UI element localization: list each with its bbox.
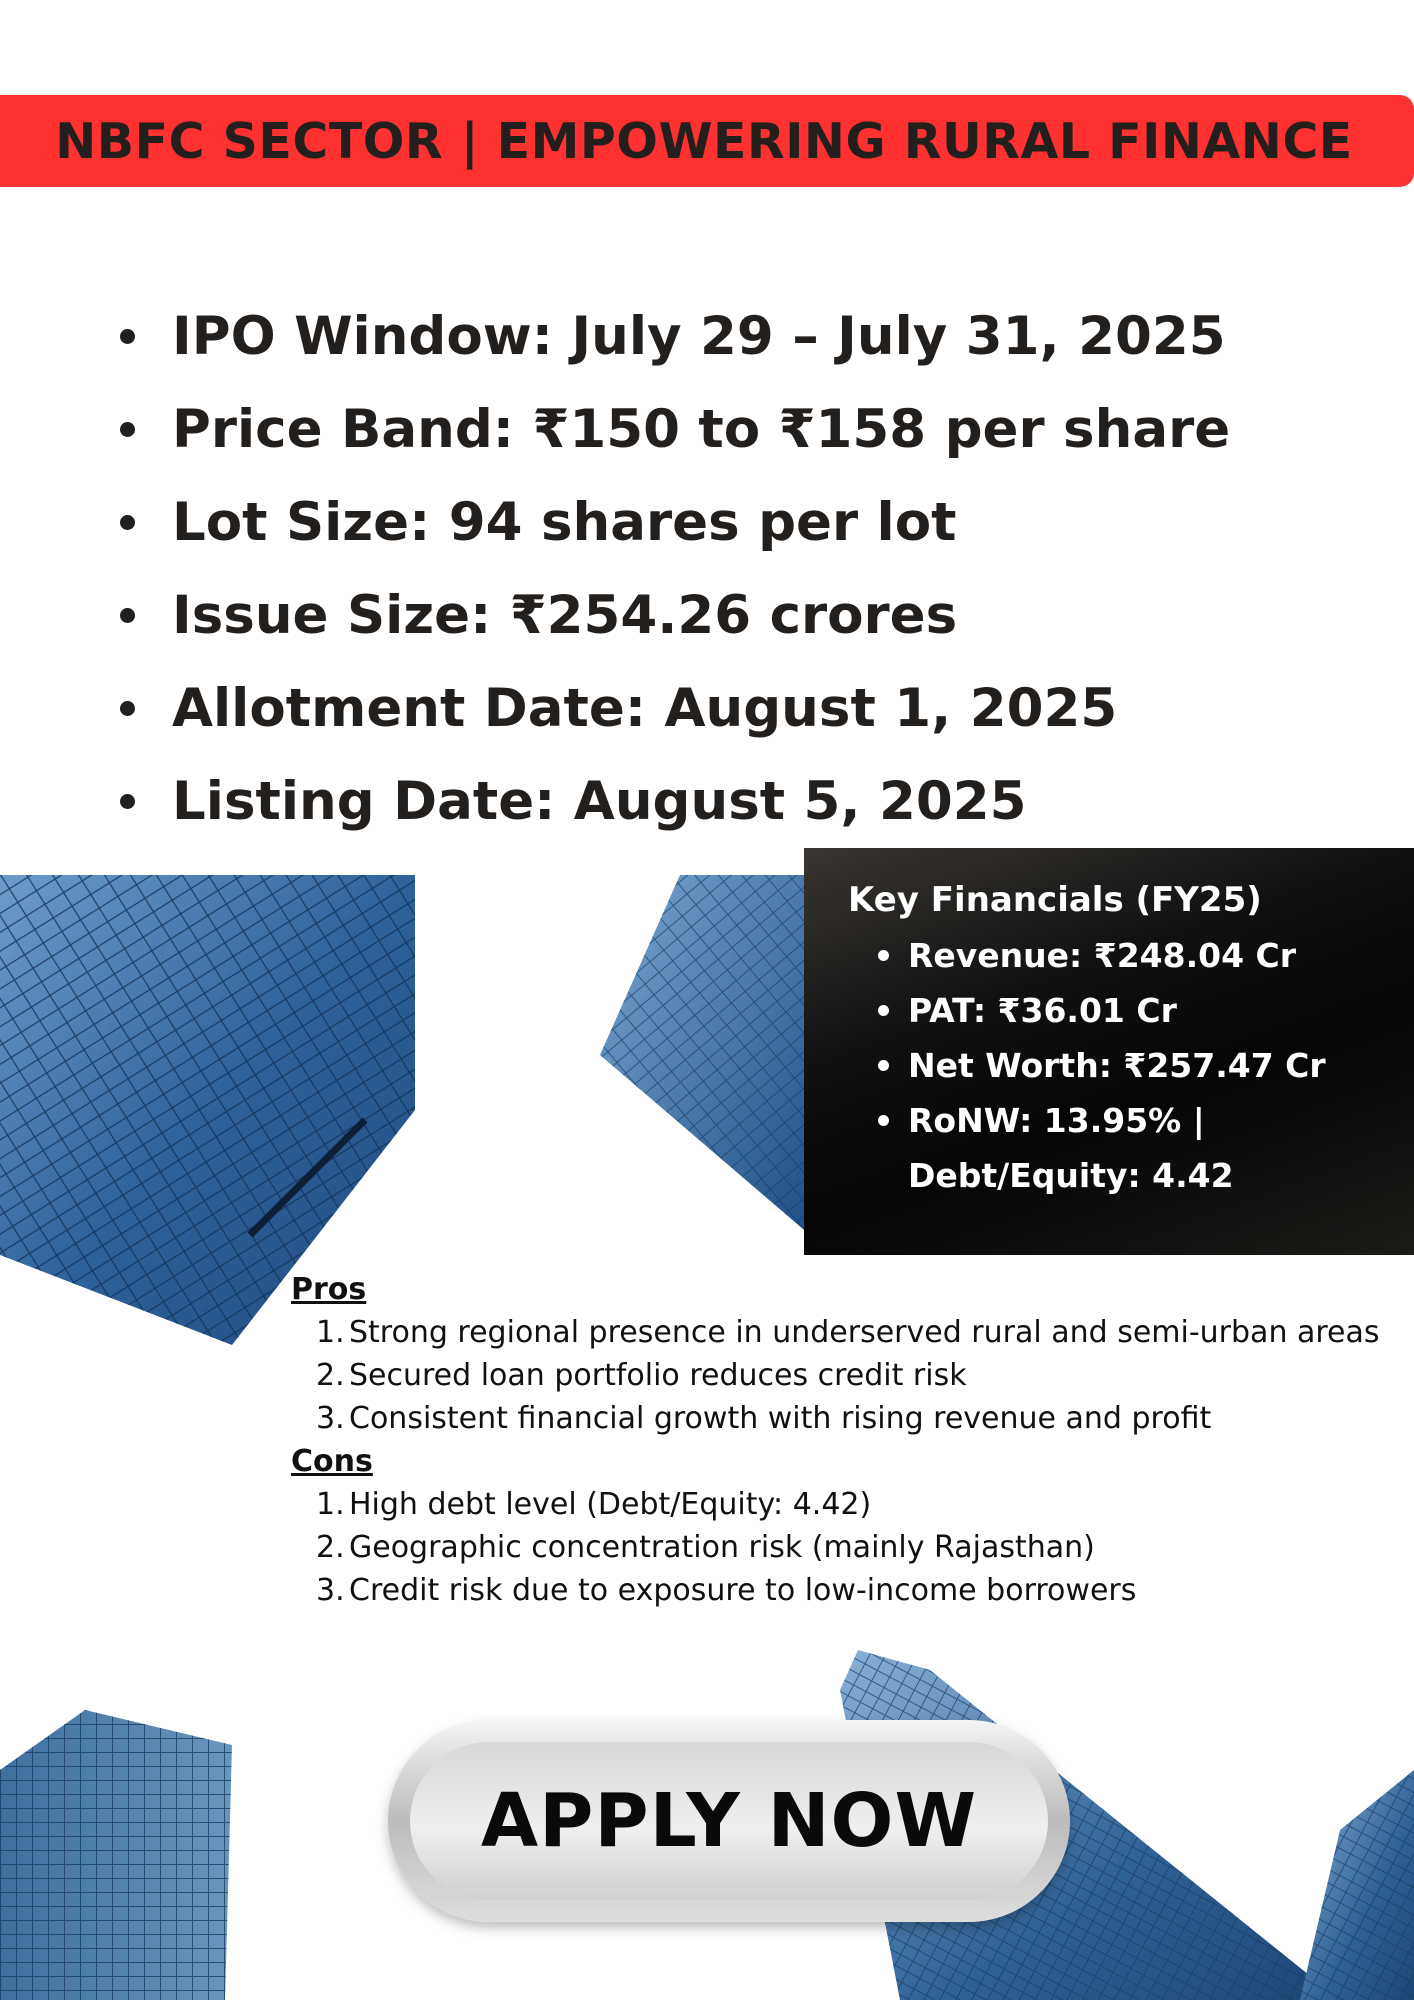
ipo-detail-item bbox=[112, 569, 1230, 662]
bullet-icon bbox=[878, 1005, 889, 1016]
ipo-detail-item bbox=[112, 755, 1230, 848]
apply-now-label: APPLY NOW bbox=[480, 1778, 978, 1864]
bullet-icon bbox=[120, 608, 135, 623]
apply-now-button[interactable] bbox=[410, 1742, 1048, 1900]
pros-cons-section bbox=[291, 1268, 1391, 1612]
ipo-detail-item bbox=[112, 290, 1230, 383]
ronw-text: RoNW: 13.95% | Debt/Equity: 4.42 bbox=[908, 1101, 1234, 1195]
ipo-detail-item bbox=[112, 662, 1230, 755]
ipo-detail-item bbox=[112, 476, 1230, 569]
pat-text: PAT: ₹36.01 Cr bbox=[908, 991, 1177, 1030]
ipo-detail-item bbox=[112, 383, 1230, 476]
bullet-icon bbox=[878, 950, 889, 961]
bullet-icon bbox=[120, 794, 135, 809]
bullet-icon bbox=[878, 1060, 889, 1071]
net-worth-text: Net Worth: ₹257.47 Cr bbox=[908, 1046, 1326, 1085]
pros-item: 3. Consistent financial growth with rising revenue and profit bbox=[316, 1401, 1212, 1436]
issue-size-text: Issue Size: ₹254.26 crores bbox=[172, 585, 958, 646]
ipo-details-list bbox=[112, 290, 1230, 848]
bullet-icon bbox=[120, 329, 135, 344]
key-financials-list bbox=[848, 928, 1414, 1203]
key-financials-panel bbox=[804, 848, 1414, 1255]
bullet-icon bbox=[120, 701, 135, 716]
pros-heading: Pros bbox=[291, 1272, 367, 1307]
building-image-middle bbox=[600, 875, 810, 1235]
financial-item bbox=[908, 983, 1414, 1038]
lot-size-text: Lot Size: 94 shares per lot bbox=[172, 492, 957, 553]
financial-item bbox=[908, 1093, 1414, 1203]
cons-heading: Cons bbox=[291, 1444, 373, 1479]
pros-list bbox=[291, 1311, 1391, 1440]
cons-item: 1. High debt level (Debt/Equity: 4.42) bbox=[316, 1487, 872, 1522]
building-image-bottom-left bbox=[0, 1710, 235, 2000]
price-band-text: Price Band: ₹150 to ₹158 per share bbox=[172, 399, 1231, 460]
cons-list bbox=[291, 1483, 1391, 1612]
bullet-icon bbox=[120, 422, 135, 437]
financial-item bbox=[908, 928, 1414, 983]
bullet-icon bbox=[878, 1115, 889, 1126]
banner-title: NBFC SECTOR | EMPOWERING RURAL FINANCE bbox=[55, 112, 1353, 170]
title-banner bbox=[0, 95, 1414, 187]
allotment-date-text: Allotment Date: August 1, 2025 bbox=[172, 678, 1118, 739]
key-financials-title: Key Financials (FY25) bbox=[848, 880, 1262, 920]
cons-item: 2. Geographic concentration risk (mainly Rajasthan) bbox=[316, 1530, 1095, 1565]
listing-date-text: Listing Date: August 5, 2025 bbox=[172, 771, 1027, 832]
apply-now-button-frame bbox=[388, 1720, 1070, 1922]
pros-item: 1. Strong regional presence in underserved rural and semi-urban areas bbox=[316, 1315, 1380, 1350]
pros-item: 2. Secured loan portfolio reduces credit risk bbox=[316, 1358, 967, 1393]
financial-item bbox=[908, 1038, 1414, 1093]
bullet-icon bbox=[120, 515, 135, 530]
revenue-text: Revenue: ₹248.04 Cr bbox=[908, 936, 1297, 975]
cons-item: 3. Credit risk due to exposure to low-income borrowers bbox=[316, 1573, 1137, 1608]
ipo-window-text: IPO Window: July 29 – July 31, 2025 bbox=[172, 306, 1226, 367]
